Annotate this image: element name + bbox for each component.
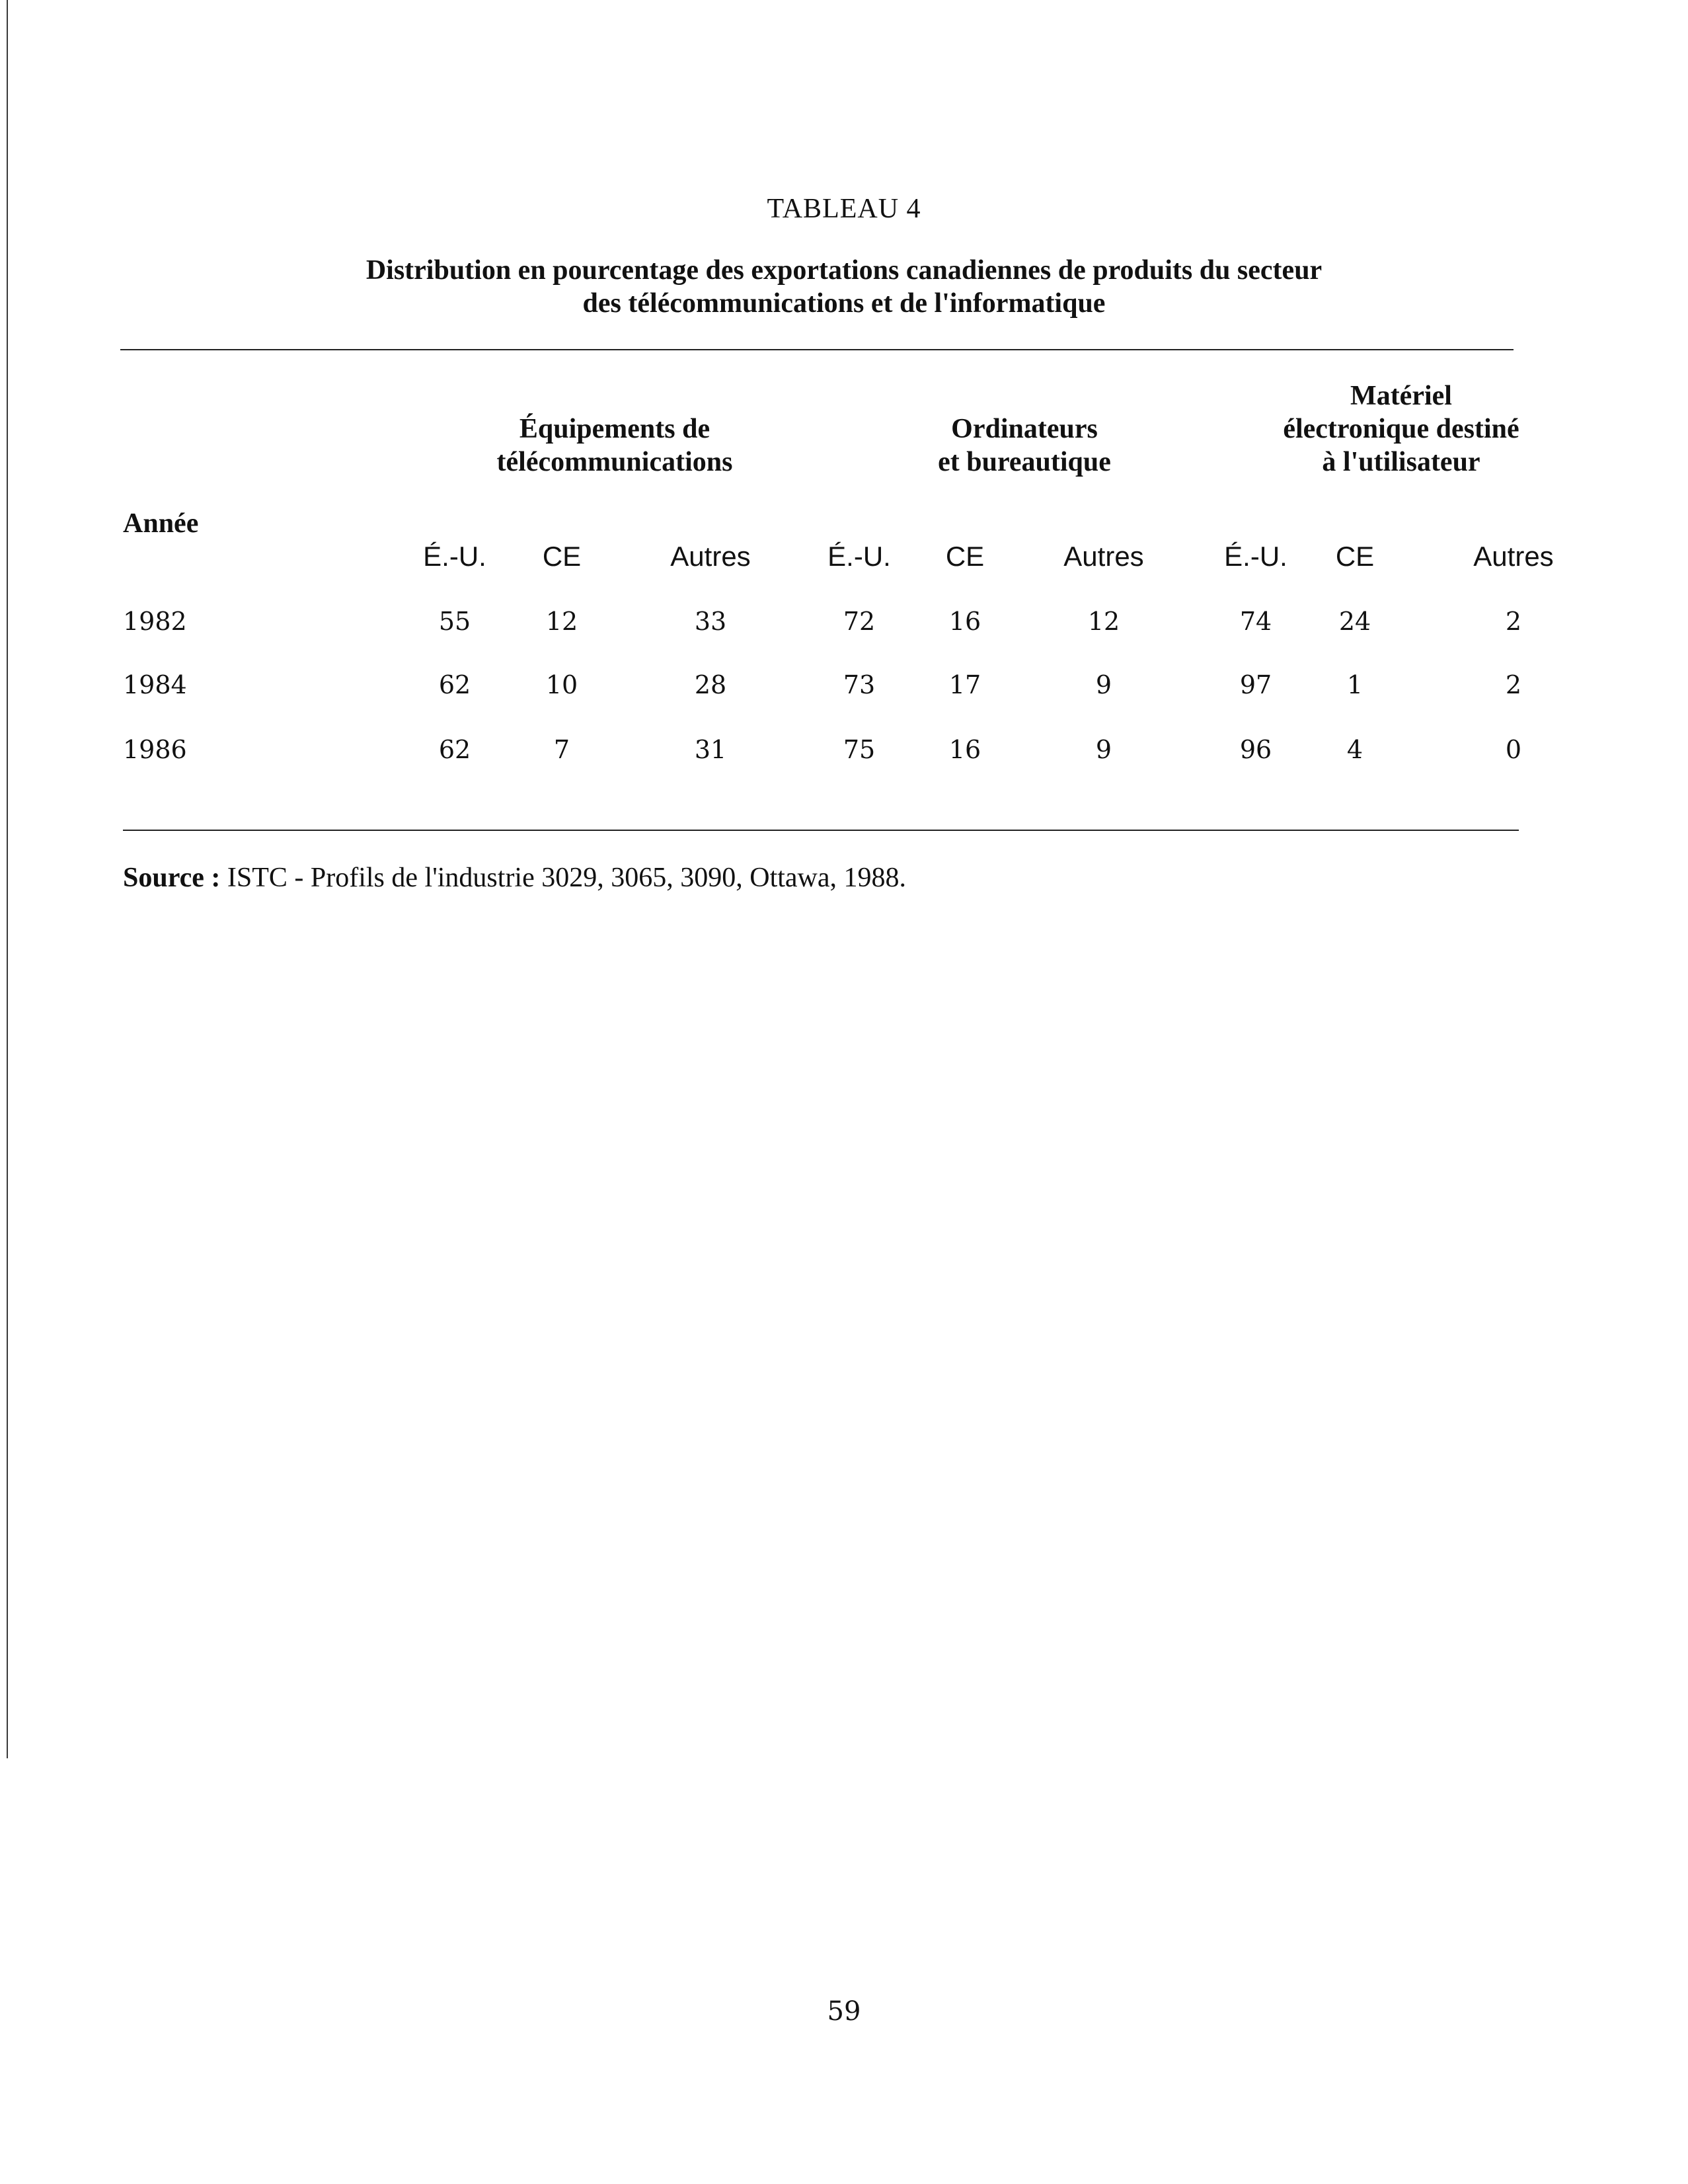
page-number: 59 xyxy=(827,1996,861,2027)
row-year: 1984 xyxy=(123,670,187,699)
table-cell: 17 xyxy=(948,670,981,699)
table-cell: 55 xyxy=(438,607,471,636)
row-year: 1982 xyxy=(123,607,187,636)
column-header: Autres xyxy=(1473,541,1554,572)
table-cell: 12 xyxy=(1087,607,1120,636)
table-cell: 24 xyxy=(1338,607,1371,636)
column-header: É.-U. xyxy=(423,541,486,572)
table-cell: 33 xyxy=(694,607,727,636)
page-binding-edge xyxy=(7,0,8,1758)
table-cell: 4 xyxy=(1346,735,1363,764)
column-header: Autres xyxy=(1063,541,1144,572)
table-cell: 74 xyxy=(1239,607,1272,636)
group-header-line: à l'utilisateur xyxy=(1322,447,1480,477)
table-subtitle xyxy=(198,254,1490,320)
column-header: CE xyxy=(945,541,985,572)
table-cell: 75 xyxy=(843,735,876,764)
table-cell: 7 xyxy=(553,735,570,764)
table-cell: 12 xyxy=(545,607,578,636)
row-year: 1986 xyxy=(123,735,187,764)
group-header-line: électronique destiné xyxy=(1283,414,1519,444)
table-cell: 28 xyxy=(694,670,727,699)
table-cell: 73 xyxy=(843,670,876,699)
column-header: CE xyxy=(542,541,582,572)
subtitle-line-2: des télécommunications et de l'informatique xyxy=(582,288,1106,319)
table-cell: 0 xyxy=(1505,735,1522,764)
group-header-line: Équipements de xyxy=(519,414,710,444)
group-header-line: et bureautique xyxy=(938,447,1111,477)
group-header-line: Matériel xyxy=(1350,381,1452,411)
table-cell: 62 xyxy=(438,735,471,764)
group-header-line: Ordinateurs xyxy=(951,414,1098,444)
table-cell: 2 xyxy=(1505,607,1522,636)
table-cell: 97 xyxy=(1239,670,1272,699)
table-cell: 16 xyxy=(948,607,981,636)
group-header-line: télécommunications xyxy=(496,447,733,477)
table-cell: 16 xyxy=(948,735,981,764)
column-header: Autres xyxy=(670,541,751,572)
column-header: É.-U. xyxy=(1224,541,1287,572)
column-header: CE xyxy=(1335,541,1375,572)
table-cell: 9 xyxy=(1095,735,1112,764)
group-header-telecom xyxy=(436,412,793,479)
table-bottom-rule xyxy=(123,830,1519,831)
group-header-consumer-electronics xyxy=(1229,379,1573,479)
subtitle-line-1: Distribution en pourcentage des exportations canadiennes de produits du secteur xyxy=(365,255,1323,286)
table-cell: 72 xyxy=(843,607,876,636)
group-header-computers xyxy=(859,412,1190,479)
table-top-rule xyxy=(120,349,1514,350)
source-note xyxy=(123,862,906,894)
table-cell: 1 xyxy=(1346,670,1363,699)
table-cell: 10 xyxy=(545,670,578,699)
table-cell: 31 xyxy=(694,735,727,764)
column-header: É.-U. xyxy=(827,541,891,572)
source-label: Source : xyxy=(123,863,221,893)
table-title: TABLEAU 4 xyxy=(767,194,921,224)
table-cell: 96 xyxy=(1239,735,1272,764)
table-cell: 9 xyxy=(1095,670,1112,699)
table-cell: 2 xyxy=(1505,670,1522,699)
table-cell: 62 xyxy=(438,670,471,699)
year-column-header: Année xyxy=(123,508,199,539)
source-text: ISTC - Profils de l'industrie 3029, 3065, 3090, Ottawa, 1988. xyxy=(227,863,907,893)
